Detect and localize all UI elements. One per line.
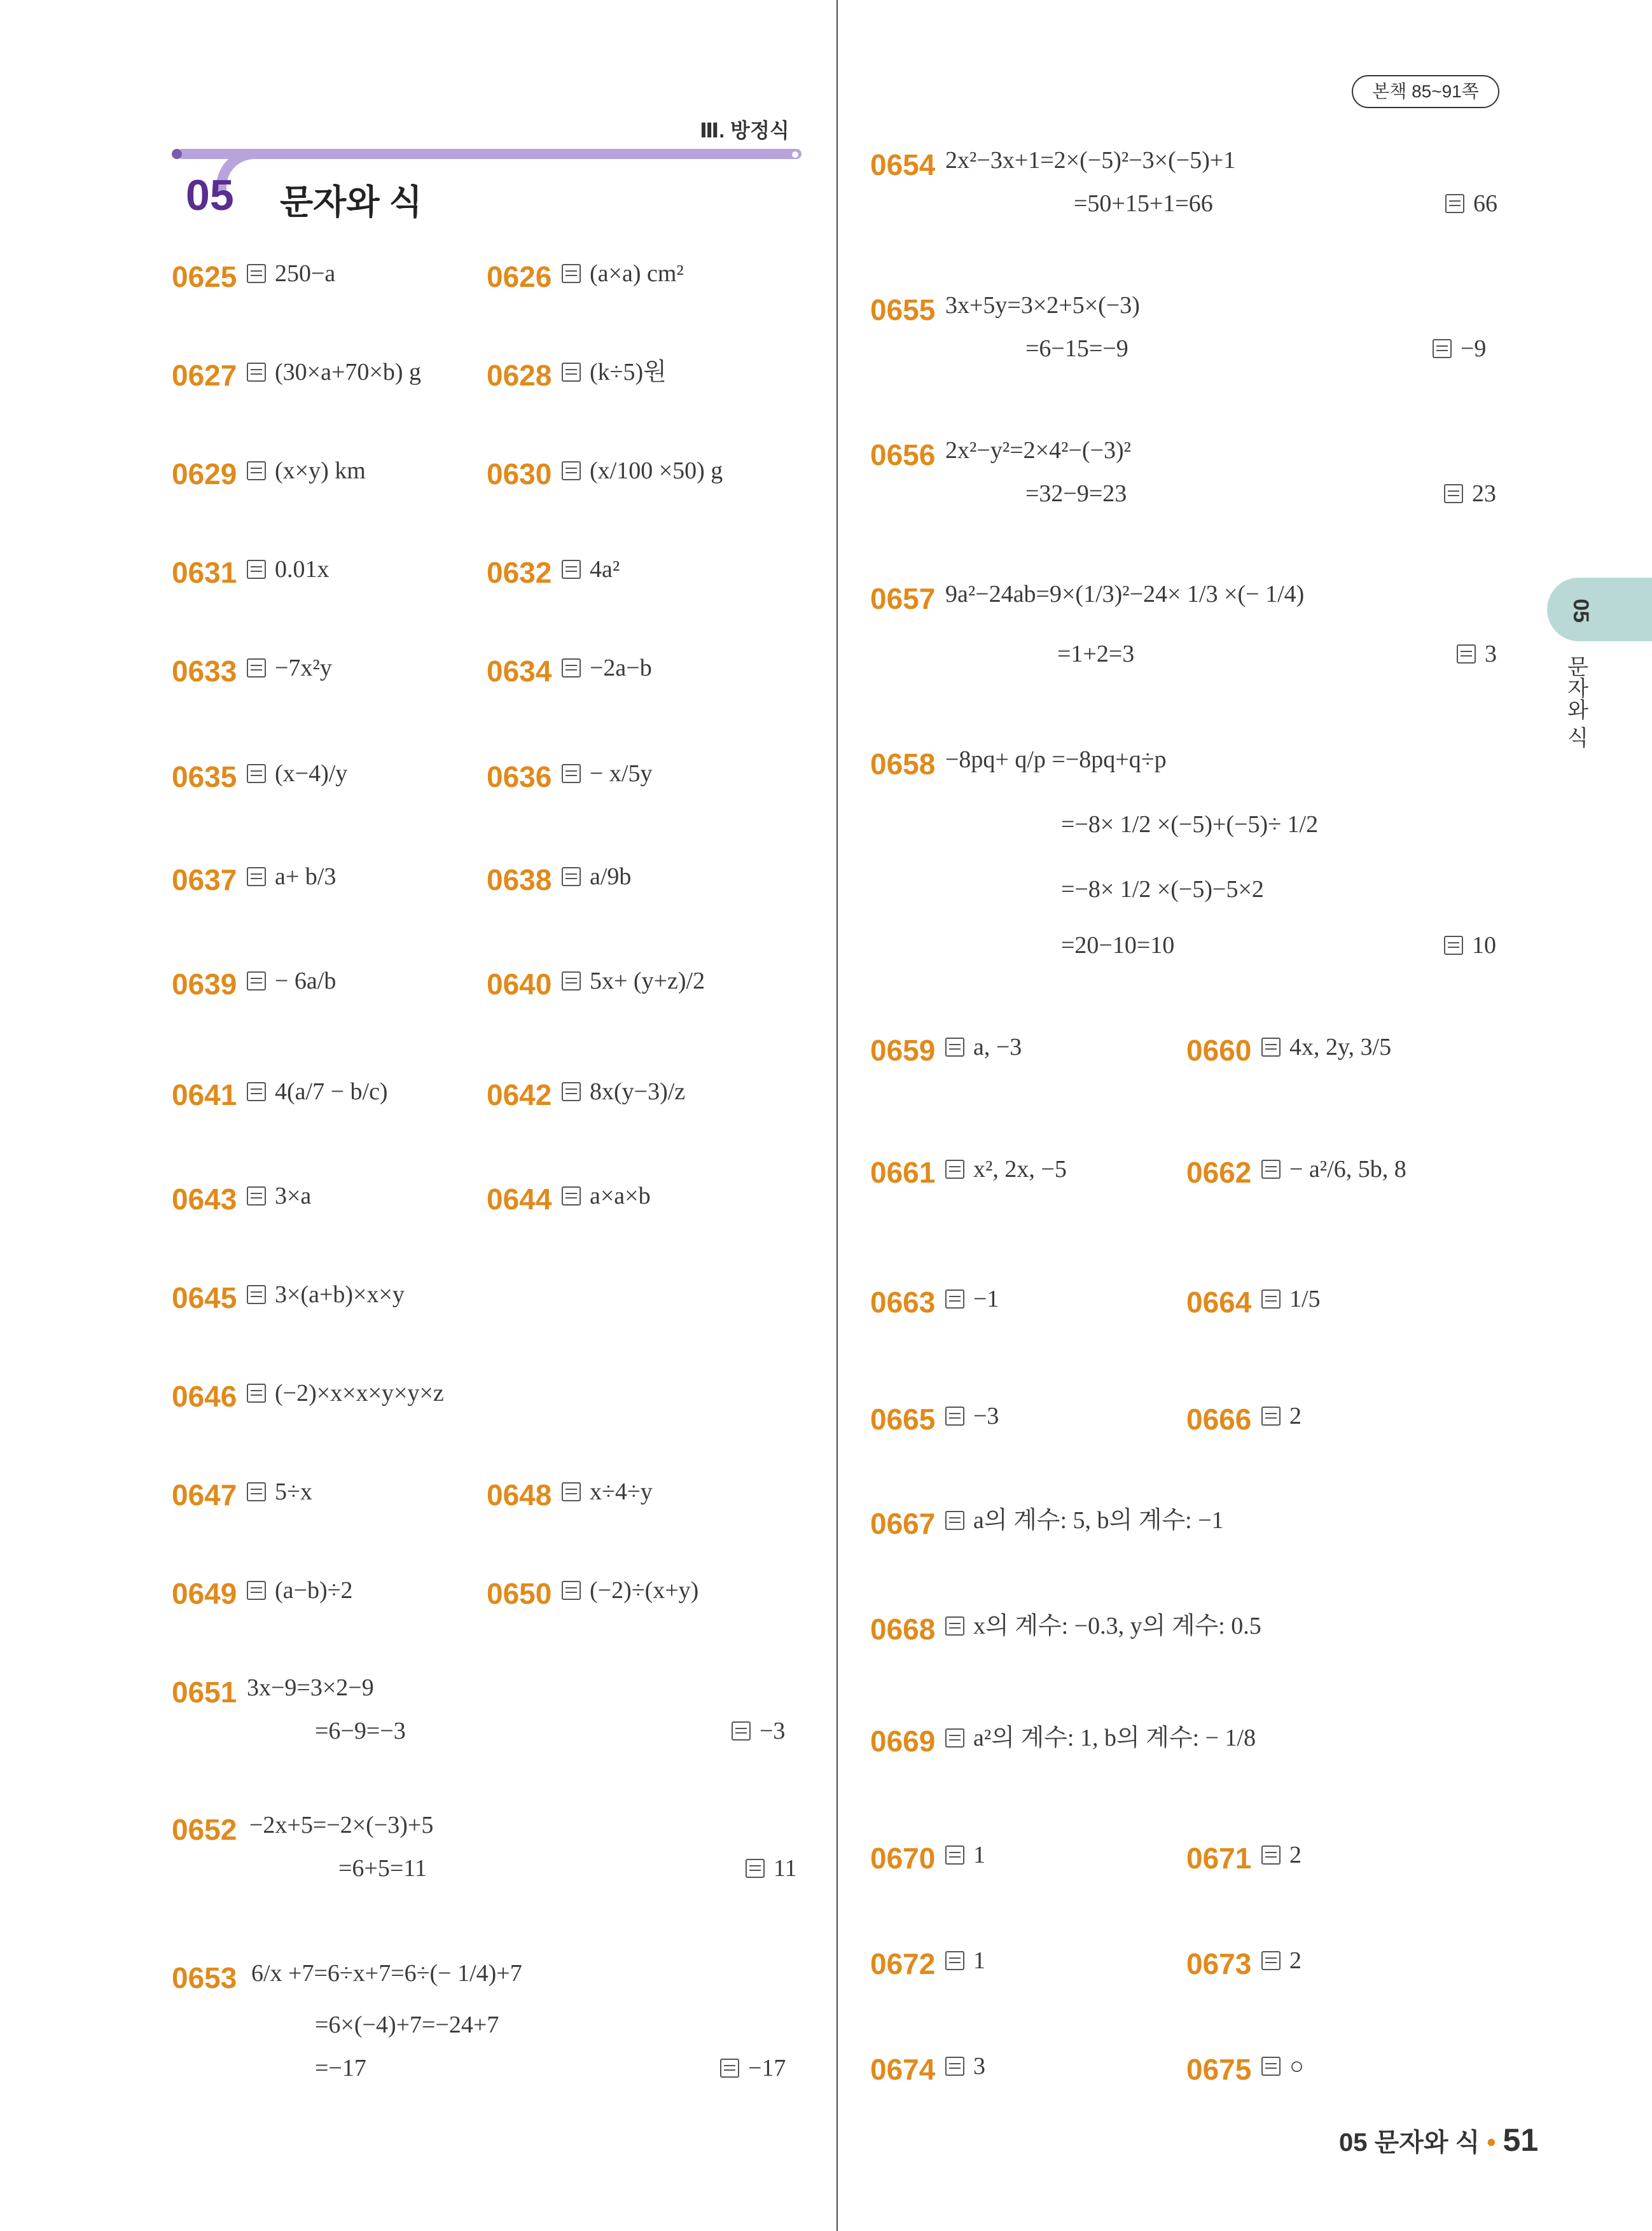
answer-icon bbox=[1261, 1160, 1281, 1179]
problem-number: 0625 bbox=[172, 260, 237, 293]
work-line: =6−9=−3 bbox=[315, 1718, 406, 1744]
answer-value: 5÷x bbox=[275, 1478, 312, 1505]
chapter-bar-dot bbox=[172, 149, 182, 159]
answer-icon bbox=[945, 1038, 964, 1057]
work-line: =1+2=3 bbox=[1057, 641, 1135, 667]
problem-number: 0665 bbox=[870, 1403, 936, 1436]
answer-value: (a−b)÷2 bbox=[275, 1577, 353, 1604]
answer-icon bbox=[1445, 194, 1464, 213]
answer-text bbox=[247, 1377, 444, 1410]
answer-icon bbox=[247, 264, 266, 283]
answer-text bbox=[562, 257, 684, 291]
answer-text bbox=[945, 1400, 999, 1433]
column-divider bbox=[836, 0, 838, 2231]
answer-icon bbox=[247, 1082, 266, 1101]
problem-number: 0641 bbox=[172, 1078, 237, 1111]
problem-number: 0634 bbox=[487, 655, 552, 688]
problem-number: 0659 bbox=[870, 1034, 936, 1067]
answer-value: (x×y) km bbox=[275, 457, 366, 484]
problem-number: 0642 bbox=[487, 1078, 552, 1111]
answer-value: −1 bbox=[973, 1286, 999, 1312]
answer-icon bbox=[562, 658, 581, 678]
answer-text bbox=[562, 1179, 651, 1213]
answer-value: a의 계수: 5, b의 계수: −1 bbox=[973, 1507, 1224, 1534]
problem-number: 0647 bbox=[172, 1478, 237, 1512]
work-line: =50+15+1=66 bbox=[1074, 190, 1213, 217]
answer-value: 3×a bbox=[275, 1183, 312, 1209]
work-line: −2x+5=−2×(−3)+5 bbox=[249, 1812, 434, 1838]
answer-icon bbox=[247, 971, 266, 990]
answer-icon bbox=[1261, 1845, 1281, 1865]
answer-icon bbox=[1261, 1951, 1281, 1970]
answer-text bbox=[247, 651, 332, 685]
page-footer bbox=[1339, 2122, 1538, 2158]
problem-number: 0628 bbox=[487, 359, 552, 392]
answer-text bbox=[1261, 1400, 1301, 1433]
answer-text bbox=[945, 1031, 1022, 1064]
answer-value: − x/5y bbox=[590, 760, 653, 787]
answer-mark: −9 bbox=[1433, 332, 1486, 366]
work-line: =−8× 1/2 ×(−5)−5×2 bbox=[1061, 876, 1264, 903]
section-label: Ⅲ. 방정식 bbox=[700, 119, 789, 142]
problem-number: 0635 bbox=[172, 760, 237, 793]
work-line: =20−10=10 bbox=[1061, 932, 1175, 959]
answer-text bbox=[562, 553, 620, 587]
answer-value: −3 bbox=[973, 1403, 999, 1429]
answer-value: 1 bbox=[973, 1842, 985, 1868]
problem-number: 0651 bbox=[172, 1676, 237, 1709]
answer-icon bbox=[562, 1082, 581, 1101]
answer-value: a×a×b bbox=[590, 1183, 651, 1209]
answer-value: 3×(a+b)×x×y bbox=[275, 1281, 405, 1308]
answer-icon bbox=[1457, 644, 1476, 664]
problem-number: 0662 bbox=[1186, 1156, 1252, 1189]
answer-icon bbox=[247, 867, 266, 886]
answer-icon bbox=[247, 363, 266, 382]
chapter-bar bbox=[177, 149, 802, 159]
answer-value: 1 bbox=[973, 1947, 985, 1974]
work-line: =6−15=−9 bbox=[1025, 335, 1128, 362]
work-line: 9a²−24ab=9×(1/3)²−24× 1/3 ×(− 1/4) bbox=[945, 581, 1305, 608]
problem-number: 0674 bbox=[870, 2053, 936, 2086]
chapter-number: 05 bbox=[186, 171, 234, 219]
answer-value: (x−4)/y bbox=[275, 760, 348, 787]
work-line: =−8× 1/2 ×(−5)+(−5)÷ 1/2 bbox=[1061, 811, 1319, 838]
problem-number: 0653 bbox=[172, 1961, 237, 1994]
problem-number: 0626 bbox=[487, 260, 552, 293]
answer-icon bbox=[1261, 1407, 1281, 1426]
answer-text bbox=[562, 651, 652, 685]
problem-number: 0645 bbox=[172, 1281, 237, 1314]
problem-number: 0668 bbox=[870, 1613, 936, 1646]
answer-text bbox=[247, 1574, 352, 1608]
side-tab-number: 05 bbox=[1569, 599, 1593, 623]
footer-chapter: 05 문자와 식 bbox=[1339, 2129, 1480, 2157]
answer-text bbox=[247, 553, 330, 587]
answer-icon bbox=[562, 1581, 581, 1600]
answer-text bbox=[247, 1278, 405, 1312]
problem-number: 0650 bbox=[487, 1577, 552, 1610]
answer-value: x÷4÷y bbox=[590, 1478, 653, 1505]
problem-number: 0673 bbox=[1186, 1947, 1252, 1980]
side-tab-label: 문자와 식 bbox=[1564, 655, 1588, 748]
answer-icon bbox=[945, 1616, 964, 1636]
answer-icon bbox=[945, 2057, 964, 2076]
problem-number: 0661 bbox=[870, 1156, 936, 1189]
answer-text bbox=[562, 1475, 653, 1509]
answer-icon bbox=[746, 1859, 765, 1878]
problem-number: 0669 bbox=[870, 1725, 936, 1758]
problem-number: 0654 bbox=[870, 148, 936, 181]
problem-number: 0646 bbox=[172, 1380, 237, 1413]
chapter-bar-end-dot bbox=[792, 151, 798, 158]
answer-value: ○ bbox=[1289, 2053, 1304, 2080]
problem-number: 0643 bbox=[172, 1183, 237, 1216]
problem-number: 0633 bbox=[172, 655, 237, 688]
problem-number: 0672 bbox=[870, 1947, 936, 1980]
problem-number: 0630 bbox=[487, 457, 552, 490]
answer-mark: 11 bbox=[746, 1852, 797, 1886]
problem-number: 0671 bbox=[1186, 1842, 1252, 1875]
work-line: 2x²−3x+1=2×(−5)²−3×(−5)+1 bbox=[945, 147, 1236, 174]
answer-value: (−2)÷(x+y) bbox=[590, 1577, 699, 1604]
work-line: 3x+5y=3×2+5×(−3) bbox=[945, 292, 1140, 319]
answer-text bbox=[562, 356, 667, 389]
answer-icon bbox=[945, 1160, 964, 1179]
answer-icon bbox=[945, 1728, 964, 1748]
answer-value: 250−a bbox=[275, 260, 336, 287]
answer-icon bbox=[247, 461, 266, 480]
answer-value: a²의 계수: 1, b의 계수: − 1/8 bbox=[973, 1725, 1256, 1751]
answer-icon bbox=[562, 971, 581, 990]
problem-number: 0649 bbox=[172, 1577, 237, 1610]
problem-number: 0640 bbox=[487, 968, 552, 1001]
answer-text bbox=[562, 454, 723, 488]
answer-text bbox=[562, 1075, 685, 1109]
problem-number: 0658 bbox=[870, 747, 936, 781]
problem-number: 0657 bbox=[870, 582, 936, 615]
answer-text bbox=[945, 1944, 985, 1978]
answer-value: (30×a+70×b) g bbox=[275, 359, 421, 386]
answer-icon bbox=[945, 1289, 964, 1309]
problem-number: 0627 bbox=[172, 359, 237, 392]
answer-icon bbox=[732, 1721, 751, 1741]
work-line: =−17 bbox=[315, 2055, 366, 2082]
answer-value: −7x²y bbox=[275, 655, 332, 681]
problem-number: 0638 bbox=[487, 863, 552, 896]
footer-dot: • bbox=[1487, 2129, 1496, 2157]
answer-value: 0.01x bbox=[275, 556, 330, 583]
answer-value: 8x(y−3)/z bbox=[590, 1078, 686, 1105]
answer-icon bbox=[1444, 484, 1463, 503]
answer-mark: −17 bbox=[720, 2052, 786, 2085]
problem-number: 0631 bbox=[172, 556, 237, 589]
problem-number: 0663 bbox=[870, 1286, 936, 1319]
work-line: =32−9=23 bbox=[1025, 480, 1127, 507]
problem-number: 0644 bbox=[487, 1183, 552, 1216]
answer-mark: 23 bbox=[1444, 477, 1496, 511]
answer-icon bbox=[562, 264, 581, 283]
answer-value: 1/5 bbox=[1289, 1286, 1321, 1312]
answer-icon bbox=[1433, 339, 1452, 358]
work-line: 6/x +7=6÷x+7=6÷(− 1/4)+7 bbox=[251, 1960, 522, 1987]
work-line: 3x−9=3×2−9 bbox=[247, 1674, 374, 1701]
answer-text bbox=[247, 1475, 312, 1509]
answer-icon bbox=[247, 1186, 266, 1206]
answer-text bbox=[562, 860, 631, 894]
answer-icon bbox=[247, 658, 266, 678]
answer-value: 3 bbox=[973, 2053, 985, 2080]
problem-number: 0675 bbox=[1186, 2053, 1252, 2086]
answer-value: 2 bbox=[1289, 1842, 1301, 1868]
answer-text bbox=[562, 757, 653, 791]
answer-text bbox=[1261, 1153, 1406, 1186]
answer-value: x의 계수: −0.3, y의 계수: 0.5 bbox=[973, 1613, 1261, 1639]
problem-number: 0664 bbox=[1186, 1286, 1252, 1319]
work-line: =6×(−4)+7=−24+7 bbox=[315, 2012, 499, 2038]
answer-text bbox=[1261, 1031, 1391, 1064]
answer-icon bbox=[562, 363, 581, 382]
answer-value: 4a² bbox=[590, 556, 620, 583]
answer-icon bbox=[945, 1511, 964, 1530]
answer-value: (x/100 ×50) g bbox=[590, 457, 723, 484]
problem-number: 0660 bbox=[1186, 1034, 1252, 1067]
answer-value: − a²/6, 5b, 8 bbox=[1289, 1156, 1406, 1183]
answer-icon bbox=[1261, 1038, 1281, 1057]
work-line: 2x²−y²=2×4²−(−3)² bbox=[945, 437, 1132, 464]
answer-text bbox=[945, 1282, 999, 1316]
answer-mark: 10 bbox=[1444, 929, 1496, 963]
answer-icon bbox=[720, 2059, 739, 2078]
problem-number: 0652 bbox=[172, 1813, 237, 1846]
answer-icon bbox=[247, 560, 266, 579]
answer-icon bbox=[247, 1285, 266, 1304]
answer-icon bbox=[247, 1581, 266, 1600]
answer-icon bbox=[247, 764, 266, 783]
answer-text bbox=[1261, 1838, 1301, 1872]
answer-text bbox=[247, 757, 347, 791]
answer-value: x², 2x, −5 bbox=[973, 1156, 1067, 1183]
answer-icon bbox=[562, 1186, 581, 1206]
answer-icon bbox=[1261, 2057, 1281, 2076]
answer-text bbox=[945, 1504, 1224, 1538]
answer-text bbox=[945, 2050, 985, 2083]
answer-text bbox=[247, 257, 335, 291]
problem-number: 0636 bbox=[487, 760, 552, 793]
answer-text bbox=[247, 356, 421, 389]
answer-text bbox=[1261, 1282, 1321, 1316]
answer-icon bbox=[247, 1384, 266, 1403]
answer-text bbox=[945, 1838, 985, 1872]
answer-value: 2 bbox=[1289, 1947, 1301, 1974]
answer-mark: 3 bbox=[1457, 637, 1497, 671]
problem-number: 0637 bbox=[172, 863, 237, 896]
problem-number: 0648 bbox=[487, 1478, 552, 1512]
answer-value: (k÷5)원 bbox=[590, 359, 667, 386]
answer-icon bbox=[945, 1951, 964, 1970]
answer-text bbox=[1261, 2050, 1304, 2083]
answer-text bbox=[945, 1609, 1261, 1643]
problem-number: 0639 bbox=[172, 968, 237, 1001]
answer-value: (−2)×x×x×y×y×z bbox=[275, 1380, 444, 1407]
answer-mark: 66 bbox=[1445, 187, 1497, 221]
problem-number: 0656 bbox=[870, 438, 936, 471]
answer-icon bbox=[247, 1482, 266, 1501]
answer-icon bbox=[562, 461, 581, 480]
answer-text bbox=[945, 1153, 1067, 1186]
answer-text bbox=[945, 1721, 1256, 1755]
answer-icon bbox=[1444, 936, 1463, 955]
answer-icon bbox=[945, 1407, 964, 1426]
problem-number: 0667 bbox=[870, 1507, 936, 1540]
answer-text bbox=[247, 1179, 311, 1213]
problem-number: 0629 bbox=[172, 457, 237, 490]
answer-value: − 6a/b bbox=[275, 968, 337, 994]
answer-icon bbox=[945, 1845, 964, 1865]
work-line: −8pq+ q/p =−8pq+q÷p bbox=[945, 746, 1167, 773]
answer-value: 4x, 2y, 3/5 bbox=[1289, 1034, 1392, 1060]
answer-value: 4(a/7 − b/c) bbox=[275, 1078, 388, 1105]
answer-text bbox=[562, 964, 705, 998]
chapter-title: 문자와 식 bbox=[280, 183, 422, 221]
answer-text bbox=[562, 1574, 698, 1608]
problem-number: 0632 bbox=[487, 556, 552, 589]
answer-text bbox=[247, 964, 336, 998]
answer-icon bbox=[562, 1482, 581, 1501]
page-number: 51 bbox=[1503, 2122, 1539, 2158]
work-line: =6+5=11 bbox=[338, 1855, 427, 1882]
answer-icon bbox=[1261, 1289, 1281, 1309]
answer-text bbox=[247, 860, 336, 894]
answer-text bbox=[1261, 1944, 1301, 1978]
answer-icon bbox=[562, 867, 581, 886]
problem-number: 0670 bbox=[870, 1842, 936, 1875]
answer-value: 5x+ (y+z)/2 bbox=[590, 968, 705, 994]
answer-text bbox=[247, 1075, 388, 1109]
answer-mark: −3 bbox=[732, 1714, 785, 1748]
answer-icon bbox=[562, 764, 581, 783]
answer-text bbox=[247, 454, 366, 488]
answer-value: a+ b/3 bbox=[275, 863, 337, 890]
answer-value: a/9b bbox=[590, 863, 632, 890]
answer-value: a, −3 bbox=[973, 1034, 1022, 1060]
reference-badge: 본책 85~91쪽 bbox=[1352, 75, 1499, 108]
answer-value: 2 bbox=[1289, 1403, 1301, 1429]
problem-number: 0655 bbox=[870, 293, 936, 326]
answer-value: −2a−b bbox=[590, 655, 652, 681]
answer-icon bbox=[562, 560, 581, 579]
answer-value: (a×a) cm² bbox=[590, 260, 684, 287]
problem-number: 0666 bbox=[1186, 1403, 1252, 1436]
